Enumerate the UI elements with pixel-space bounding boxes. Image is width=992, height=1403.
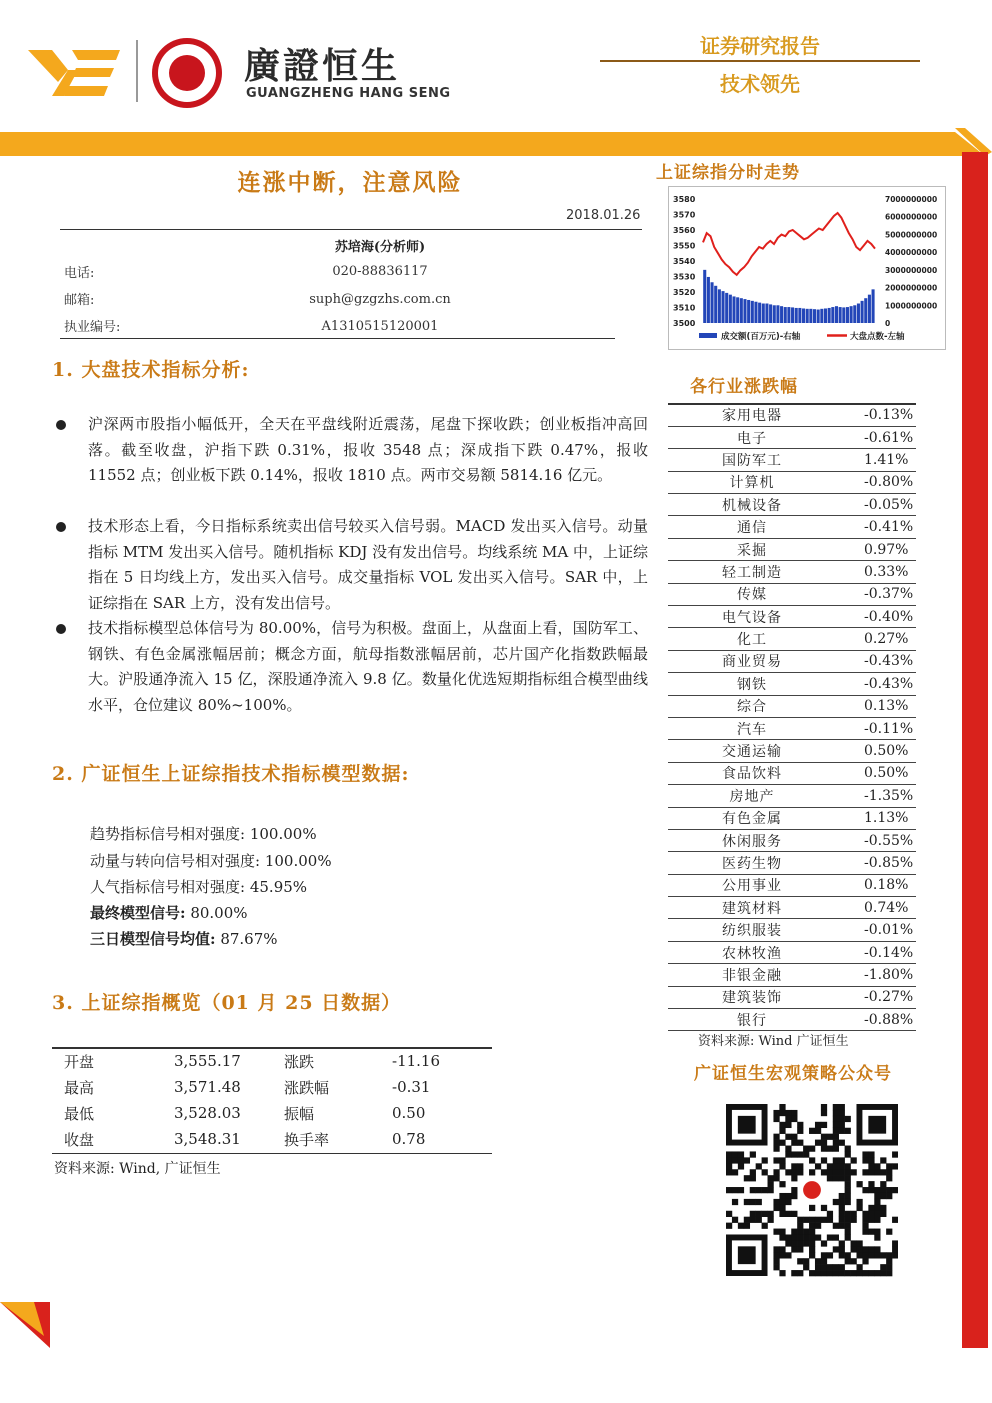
table-row xyxy=(668,829,916,851)
volume-bar xyxy=(743,299,746,323)
industry-name: 轻工制造 xyxy=(668,561,836,583)
volume-bar xyxy=(787,307,790,323)
volume-bar xyxy=(780,306,783,323)
industry-name: 非银金融 xyxy=(668,964,836,986)
volume-bar xyxy=(732,296,735,323)
volume-bar xyxy=(765,304,768,323)
table-row xyxy=(668,426,916,448)
industry-name: 家用电器 xyxy=(668,404,836,426)
volume-bar xyxy=(802,308,805,323)
industry-change: 0.13% xyxy=(836,695,916,717)
table-row xyxy=(668,471,916,493)
document-title: 连涨中断，注意风险 xyxy=(237,169,463,196)
table-row xyxy=(668,1009,916,1031)
table-row xyxy=(668,785,916,807)
overview-bottom-rule xyxy=(52,1153,492,1154)
right-tick-label: 0 xyxy=(885,319,891,328)
volume-bar xyxy=(754,302,757,323)
bullet-dot xyxy=(56,522,66,532)
industry-name: 休闲服务 xyxy=(668,829,836,851)
industry-name: 电子 xyxy=(668,426,836,448)
yuexiu-logo-icon xyxy=(28,44,123,100)
model-line-momentum: 动量与转向信号相对强度: 100.00% xyxy=(90,852,332,870)
volume-bar xyxy=(795,308,798,323)
industry-change: 1.13% xyxy=(836,807,916,829)
model-line-final: 最终模型信号: 80.00% xyxy=(90,904,248,922)
industry-name: 纺织服装 xyxy=(668,919,836,941)
volume-bar xyxy=(820,309,823,323)
wechat-qr-code-icon xyxy=(726,1104,898,1280)
volume-bar xyxy=(711,282,714,323)
industry-change: -0.85% xyxy=(836,852,916,874)
table-row xyxy=(668,762,916,784)
industry-name: 有色金属 xyxy=(668,807,836,829)
industry-name: 食品饮料 xyxy=(668,762,836,784)
table-row xyxy=(668,673,916,695)
table-row xyxy=(668,695,916,717)
volume-bar xyxy=(813,309,816,323)
industry-name: 国防军工 xyxy=(668,449,836,471)
volume-bar xyxy=(806,309,809,323)
volume-bar xyxy=(846,307,849,323)
left-tick-label: 3520 xyxy=(673,288,696,297)
bullet-dot xyxy=(56,624,66,634)
table-row: 收盘 3,548.31 换手率 0.78 xyxy=(64,1130,426,1149)
industry-change: -0.88% xyxy=(836,1009,916,1031)
left-tick-label: 3500 xyxy=(673,319,696,328)
license-label: 执业编号: xyxy=(64,320,121,335)
license-value: A1310515120001 xyxy=(321,319,439,334)
volume-bar xyxy=(751,301,754,323)
right-tick-label: 5000000000 xyxy=(885,230,938,240)
table-row xyxy=(668,606,916,628)
volume-bar xyxy=(740,298,743,323)
volume-bar xyxy=(839,307,842,323)
industry-name: 汽车 xyxy=(668,717,836,739)
guangzheng-seal-icon xyxy=(152,38,222,108)
legend-label-index: 大盘点数-左轴 xyxy=(850,332,905,342)
industry-change: 0.50% xyxy=(836,740,916,762)
industry-change: -0.11% xyxy=(836,717,916,739)
analyst-name: 苏培海(分析师) xyxy=(334,240,426,255)
section1-paragraph-2: 技术形态上看，今日指标系统卖出信号较买入信号弱。MACD 发出买入信号。动量指标 MTM 发出买入信号。随机指标 KDJ 没有发出信号。均线系统 MA 中，上证综指在 5 日均线上方，发出买入信号。成交量指标 VOL 发出买入信号。SAR 中，上证综指在 SAR 上方，没有发出信号。 xyxy=(88,517,648,612)
right-tick-label: 4000000000 xyxy=(885,248,938,258)
industry-change: -0.41% xyxy=(836,516,916,538)
volume-bar xyxy=(831,307,834,323)
table-row xyxy=(668,650,916,672)
overview-table xyxy=(52,1048,492,1152)
section3-heading: 3. 上证综指概览（01 月 25 日数据） xyxy=(52,992,402,1014)
table-row xyxy=(668,941,916,963)
volume-bar xyxy=(707,277,710,323)
overview-source: 资料来源: Wind, 广证恒生 xyxy=(54,1161,221,1177)
table-row: 开盘 3,555.17 涨跌 -11.16 xyxy=(64,1052,441,1071)
industry-name: 采掘 xyxy=(668,538,836,560)
volume-bar xyxy=(868,295,871,323)
header-band xyxy=(0,128,992,156)
industry-change: -0.80% xyxy=(836,471,916,493)
industry-name: 通信 xyxy=(668,516,836,538)
table-row xyxy=(668,874,916,896)
industry-name: 传媒 xyxy=(668,583,836,605)
model-line-sentiment: 人气指标信号相对强度: 45.95% xyxy=(90,878,308,896)
volume-bar xyxy=(758,303,761,323)
title-rule xyxy=(60,229,642,230)
report-date: 2018.01.26 xyxy=(566,208,641,223)
industry-change: -0.27% xyxy=(836,986,916,1008)
right-red-bar xyxy=(962,152,988,1348)
volume-bar xyxy=(853,305,856,323)
volume-bar xyxy=(842,307,845,323)
section1-paragraph-3: 技术指标模型总体信号为 80.00%，信号为积极。盘面上，从盘面上看，国防军工、钢铁、有色金属涨幅居前；概念方面，航母指数涨幅居前，芯片国产化指数跌幅最大。沪股通净流入 15 亿，深股通净流入 9.8 亿。数量化优选短期指标组合模型曲线水平，仓位建议 80%~100%。 xyxy=(88,619,648,714)
volume-bar xyxy=(729,295,732,323)
industry-change: -0.40% xyxy=(836,606,916,628)
left-tick-label: 3560 xyxy=(673,226,696,235)
industry-change: 0.27% xyxy=(836,628,916,650)
brand-name-en: GUANGZHENG HANG SENG xyxy=(246,86,451,101)
volume-bar xyxy=(857,304,860,323)
left-tick-label: 3530 xyxy=(673,272,696,282)
industry-name: 公用事业 xyxy=(668,874,836,896)
industry-change: -0.55% xyxy=(836,829,916,851)
industry-title: 各行业涨跌幅 xyxy=(690,377,798,397)
volume-bar xyxy=(809,309,812,323)
left-tick-label: 3540 xyxy=(673,257,696,266)
volume-bar xyxy=(714,286,717,323)
volume-bar xyxy=(769,304,772,323)
industry-change: -1.35% xyxy=(836,785,916,807)
volume-bar xyxy=(703,270,706,323)
section1-heading: 1. 大盘技术指标分析: xyxy=(52,359,250,381)
industry-change: -1.80% xyxy=(836,964,916,986)
industry-name: 商业贸易 xyxy=(668,650,836,672)
industry-name: 建筑装饰 xyxy=(668,986,836,1008)
table-row xyxy=(668,538,916,560)
table-row xyxy=(668,986,916,1008)
table-row: 最低 3,528.03 振幅 0.50 xyxy=(64,1104,426,1123)
table-row xyxy=(668,852,916,874)
industry-change: -0.01% xyxy=(836,919,916,941)
industry-change: 0.33% xyxy=(836,561,916,583)
volume-bar xyxy=(718,289,721,323)
volume-bar xyxy=(784,307,787,323)
email-value[interactable]: suph@gzgzhs.com.cn xyxy=(309,292,451,307)
volume-bar xyxy=(791,307,794,323)
contact-rule xyxy=(60,338,615,339)
left-tick-label: 3510 xyxy=(673,303,696,313)
section1-paragraph-1: 沪深两市股指小幅低开，全天在平盘线附近震荡，尾盘下探收跌；创业板指冲高回落。截至收盘，沪指下跌 0.31%，报收 3548 点；深成指下跌 0.47%，报收 11552 点；创业板下跌 0.14%，报收 1810 点。两市交易额 5814.16 亿元。 xyxy=(88,415,648,484)
industry-name: 计算机 xyxy=(668,471,836,493)
table-row: 最高 3,571.48 涨跌幅 -0.31 xyxy=(64,1078,431,1097)
email-label: 邮箱: xyxy=(64,293,95,308)
wechat-title: 广证恒生宏观策略公众号 xyxy=(694,1064,892,1084)
industry-name: 银行 xyxy=(668,1009,836,1031)
left-tick-label: 3580 xyxy=(673,195,696,204)
report-subtitle: 技术领先 xyxy=(720,72,800,96)
table-row xyxy=(668,561,916,583)
industry-name: 建筑材料 xyxy=(668,897,836,919)
section2-heading: 2. 广证恒生上证综指技术指标模型数据: xyxy=(52,763,410,785)
bullet-dot xyxy=(56,420,66,430)
left-tick-label: 3570 xyxy=(673,210,696,220)
corner-triangle-icon xyxy=(0,1302,50,1348)
table-row xyxy=(668,897,916,919)
volume-bar xyxy=(872,289,875,323)
index-line xyxy=(703,213,875,275)
industry-change: 0.74% xyxy=(836,897,916,919)
volume-bar xyxy=(773,305,776,323)
industry-name: 房地产 xyxy=(668,785,836,807)
industry-change: -0.43% xyxy=(836,650,916,672)
industry-name: 钢铁 xyxy=(668,673,836,695)
left-tick-label: 3550 xyxy=(673,241,696,251)
industry-name: 医药生物 xyxy=(668,852,836,874)
industry-change: 0.97% xyxy=(836,538,916,560)
brand-name-cn: 廣證恒生 xyxy=(244,46,401,87)
volume-bar xyxy=(828,308,831,323)
phone-label: 电话: xyxy=(64,266,95,281)
report-type: 证券研究报告 xyxy=(700,34,820,58)
industry-name: 电气设备 xyxy=(668,606,836,628)
table-row xyxy=(668,404,916,426)
table-row xyxy=(668,583,916,605)
volume-bar xyxy=(850,306,853,323)
legend-label-volume: 成交额(百万元)-右轴 xyxy=(721,332,801,342)
table-row xyxy=(668,717,916,739)
right-tick-label: 1000000000 xyxy=(885,301,938,311)
industry-name: 综合 xyxy=(668,695,836,717)
header-rule xyxy=(600,60,920,62)
intraday-chart xyxy=(668,186,946,350)
industry-change: -0.37% xyxy=(836,583,916,605)
right-tick-label: 2000000000 xyxy=(885,283,938,293)
volume-bar xyxy=(861,301,864,323)
table-row xyxy=(668,740,916,762)
logo-divider xyxy=(136,40,138,102)
volume-bar xyxy=(798,308,801,323)
volume-bar xyxy=(776,305,779,323)
intraday-chart-svg xyxy=(669,187,947,351)
volume-bar xyxy=(835,306,838,323)
table-row xyxy=(668,628,916,650)
industry-change: -0.61% xyxy=(836,426,916,448)
model-line-3day: 三日模型信号均值: 87.67% xyxy=(90,930,278,948)
table-row xyxy=(668,516,916,538)
table-row xyxy=(668,964,916,986)
table-row xyxy=(668,449,916,471)
industry-name: 化工 xyxy=(668,628,836,650)
volume-bar xyxy=(824,308,827,323)
table-row xyxy=(668,919,916,941)
volume-bar xyxy=(725,293,728,323)
volume-bar xyxy=(762,304,765,323)
industry-name: 机械设备 xyxy=(668,494,836,516)
right-tick-label: 6000000000 xyxy=(885,212,938,222)
industry-change: -0.14% xyxy=(836,941,916,963)
table-row xyxy=(668,807,916,829)
industry-name: 农林牧渔 xyxy=(668,941,836,963)
right-tick-label: 3000000000 xyxy=(885,265,938,275)
industry-change: 1.41% xyxy=(836,449,916,471)
phone-value: 020-88836117 xyxy=(332,264,428,279)
industry-name: 交通运输 xyxy=(668,740,836,762)
right-tick-label: 7000000000 xyxy=(885,195,938,204)
model-line-trend: 趋势指标信号相对强度: 100.00% xyxy=(90,825,317,843)
industry-table xyxy=(668,404,916,1031)
table-row xyxy=(668,494,916,516)
legend-swatch-volume xyxy=(699,333,717,338)
industry-change: -0.43% xyxy=(836,673,916,695)
volume-bar xyxy=(747,300,750,323)
industry-source: 资料来源: Wind 广证恒生 xyxy=(698,1034,849,1049)
volume-bar xyxy=(817,310,820,323)
volume-bar xyxy=(721,291,724,323)
industry-change: 0.50% xyxy=(836,762,916,784)
industry-change: 0.18% xyxy=(836,874,916,896)
industry-change: -0.05% xyxy=(836,494,916,516)
volume-bar xyxy=(736,297,739,323)
chart-title: 上证综指分时走势 xyxy=(656,163,800,183)
volume-bar xyxy=(864,298,867,323)
industry-change: -0.13% xyxy=(836,404,916,426)
